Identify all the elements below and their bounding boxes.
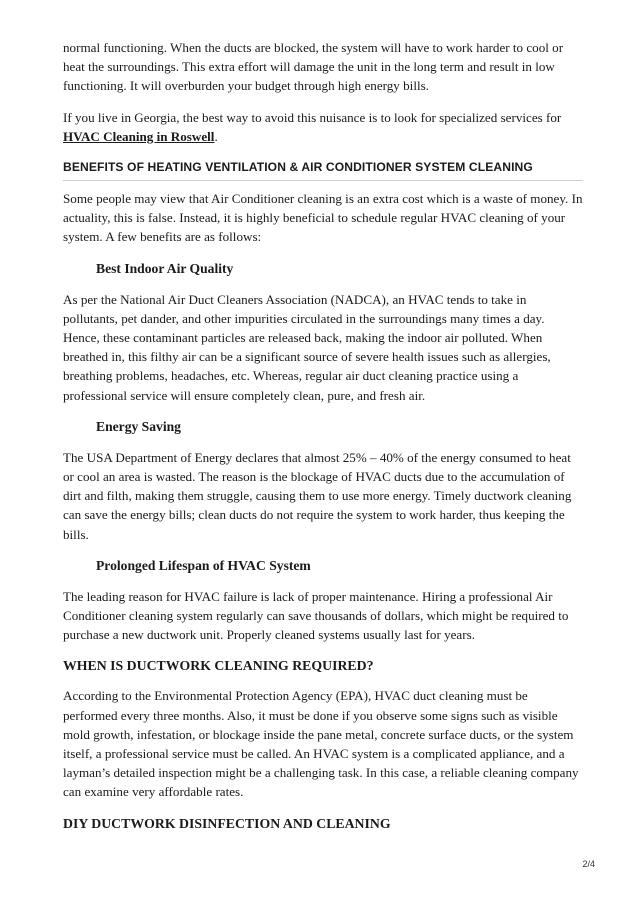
energy-saving-paragraph: The USA Department of Energy declares that almost 25% – 40% of the energy consumed to heat or cool an area is wasted. The reason is the blockage of HVAC ducts due to the accumulation of dirt and filth, making them struggle, causing them to use more energy. Timely ductwork cleaning can save the energy bills; clean ducts do not require the system to work harder, thus keeping the bills.: [63, 449, 572, 542]
georgia-text: If you live in Georgia, the best way to avoid this nuisance is to look for specialized services for: [63, 109, 562, 125]
energy-saving-heading: Energy Saving: [96, 418, 181, 434]
air-quality-paragraph: As per the National Air Duct Cleaners Association (NADCA), an HVAC tends to take in pollutants, pet dander, and other impurities circulated in the surroundings many times a day. Hence, these contaminant particles are released back, making the indoor air polluted. When breathed in, this filthy air can be a significant source of severe health issues such as allergies, breathing problems, headaches, etc. Whereas, regular air duct cleaning practice using a professional service will ensure completely clean, pure, and fresh air.: [63, 291, 551, 403]
lifespan-heading: Prolonged Lifespan of HVAC System: [96, 557, 311, 573]
benefits-heading: BENEFITS OF HEATING VENTILATION & AIR CONDITIONER SYSTEM CLEANING: [63, 158, 583, 181]
hvac-roswell-link[interactable]: HVAC Cleaning in Roswell: [63, 128, 215, 144]
page-number: 2/4: [582, 859, 595, 869]
georgia-paragraph: [63, 108, 583, 146]
georgia-text-end: .: [214, 128, 218, 144]
page-content: [63, 38, 583, 844]
diy-heading: DIY DUCTWORK DISINFECTION AND CLEANING: [63, 815, 391, 831]
intro-paragraph: normal functioning. When the ducts are blocked, the system will have to work harder to cool or heat the surroundings. This extra effort will damage the unit in the long term and result in low functioning. It will overburden your budget through high energy bills.: [63, 40, 564, 94]
air-quality-heading: Best Indoor Air Quality: [96, 260, 234, 276]
when-paragraph: According to the Environmental Protection Agency (EPA), HVAC duct cleaning must be performed every three months. Also, it must be done if you observe some signs such as visible mold growth, infestation, or blockage inside the pane metal, concrete surface ducts, or the system itself, a professional service must be called. An HVAC system is a complicated appliance, and a layman’s detailed inspection might be a challenging task. In this case, a reliable cleaning company can examine very affordable rates.: [63, 688, 579, 800]
when-heading: WHEN IS DUCTWORK CLEANING REQUIRED?: [63, 658, 374, 674]
benefits-intro: Some people may view that Air Conditioner cleaning is an extra cost which is a waste of money. In actuality, this is false. Instead, it is highly beneficial to schedule regular HVAC cleaning of your system. A few benefits are as follows:: [63, 191, 583, 245]
lifespan-paragraph: The leading reason for HVAC failure is lack of proper maintenance. Hiring a professional Air Conditioner cleaning system regularly can save thousands of dollars, which might be required to purchase a new ductwork unit. Properly cleaned systems usually last for years.: [63, 588, 569, 643]
